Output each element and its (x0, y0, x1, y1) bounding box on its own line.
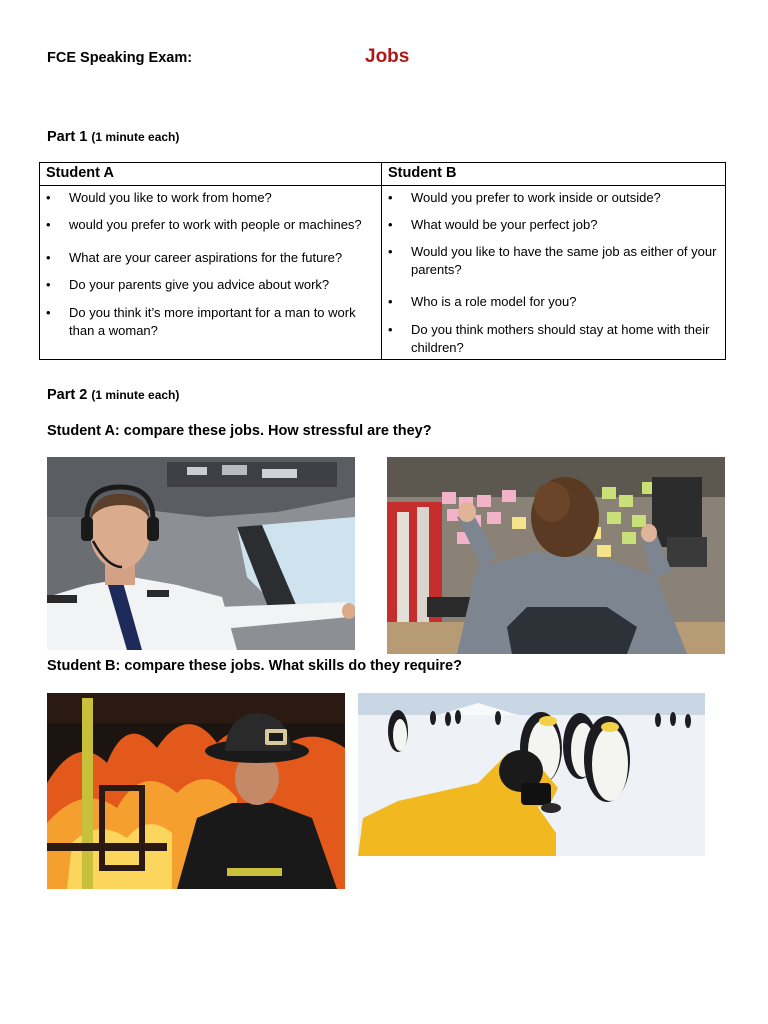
firefighter-photo (47, 693, 345, 889)
student-a-questions (46, 189, 375, 340)
office-worker-photo (387, 457, 725, 654)
question-text: Do your parents give you advice about work? (69, 277, 330, 292)
exam-label: FCE Speaking Exam: (47, 50, 193, 66)
part1-questions-table (39, 162, 726, 360)
question-text: would you prefer to work with people or machines? (69, 217, 362, 232)
part2-note: (1 minute each) (91, 388, 180, 402)
list-item: • Do your parents give you advice about work? (46, 277, 330, 292)
question-text: Would you prefer to work inside or outside? (411, 190, 661, 205)
student-b-heading: Student B (382, 163, 726, 186)
part1-note: (1 minute each) (91, 130, 180, 144)
student-a-task: Student A: compare these jobs. How stressful are they? (47, 423, 432, 439)
question-text: Do you think it’s more important for a man to work than a woman? (69, 305, 356, 338)
question-text: Would you like to work from home? (69, 190, 272, 205)
student-b-cell (382, 186, 726, 360)
list-item: • What would be your perfect job? (388, 217, 598, 232)
list-item: • What are your career aspirations for the future? (46, 250, 343, 265)
pilot-photo (47, 457, 355, 650)
student-a-cell (40, 186, 382, 360)
part1-title: Part 1 (47, 129, 88, 145)
list-item: • Would you like to work from home? (46, 190, 272, 205)
list-item: • Do you think it’s more important for a man to work than a woman? (46, 305, 356, 338)
list-item: • Do you think mothers should stay at home with their children? (388, 322, 710, 355)
student-a-heading: Student A (40, 163, 382, 186)
part2-title: Part 2 (47, 387, 88, 403)
question-text: Who is a role model for you? (411, 294, 577, 309)
question-text: Would you like to have the same job as either of your parents? (411, 244, 717, 277)
question-text: Do you think mothers should stay at home with their children? (411, 322, 710, 355)
page-title: Jobs (365, 46, 410, 67)
part2-heading (47, 387, 179, 403)
list-item: • Would you like to have the same job as either of your parents? (388, 244, 717, 277)
wildlife-photographer-photo (358, 693, 705, 856)
question-text: What are your career aspirations for the future? (69, 250, 343, 265)
question-text: What would be your perfect job? (411, 217, 598, 232)
student-b-questions (388, 189, 719, 357)
list-item: • Would you prefer to work inside or outside? (388, 190, 661, 205)
part1-heading (47, 129, 179, 145)
student-b-task: Student B: compare these jobs. What skills do they require? (47, 658, 462, 674)
list-item: • Who is a role model for you? (388, 294, 577, 309)
list-item: • would you prefer to work with people or machines? (46, 217, 362, 232)
